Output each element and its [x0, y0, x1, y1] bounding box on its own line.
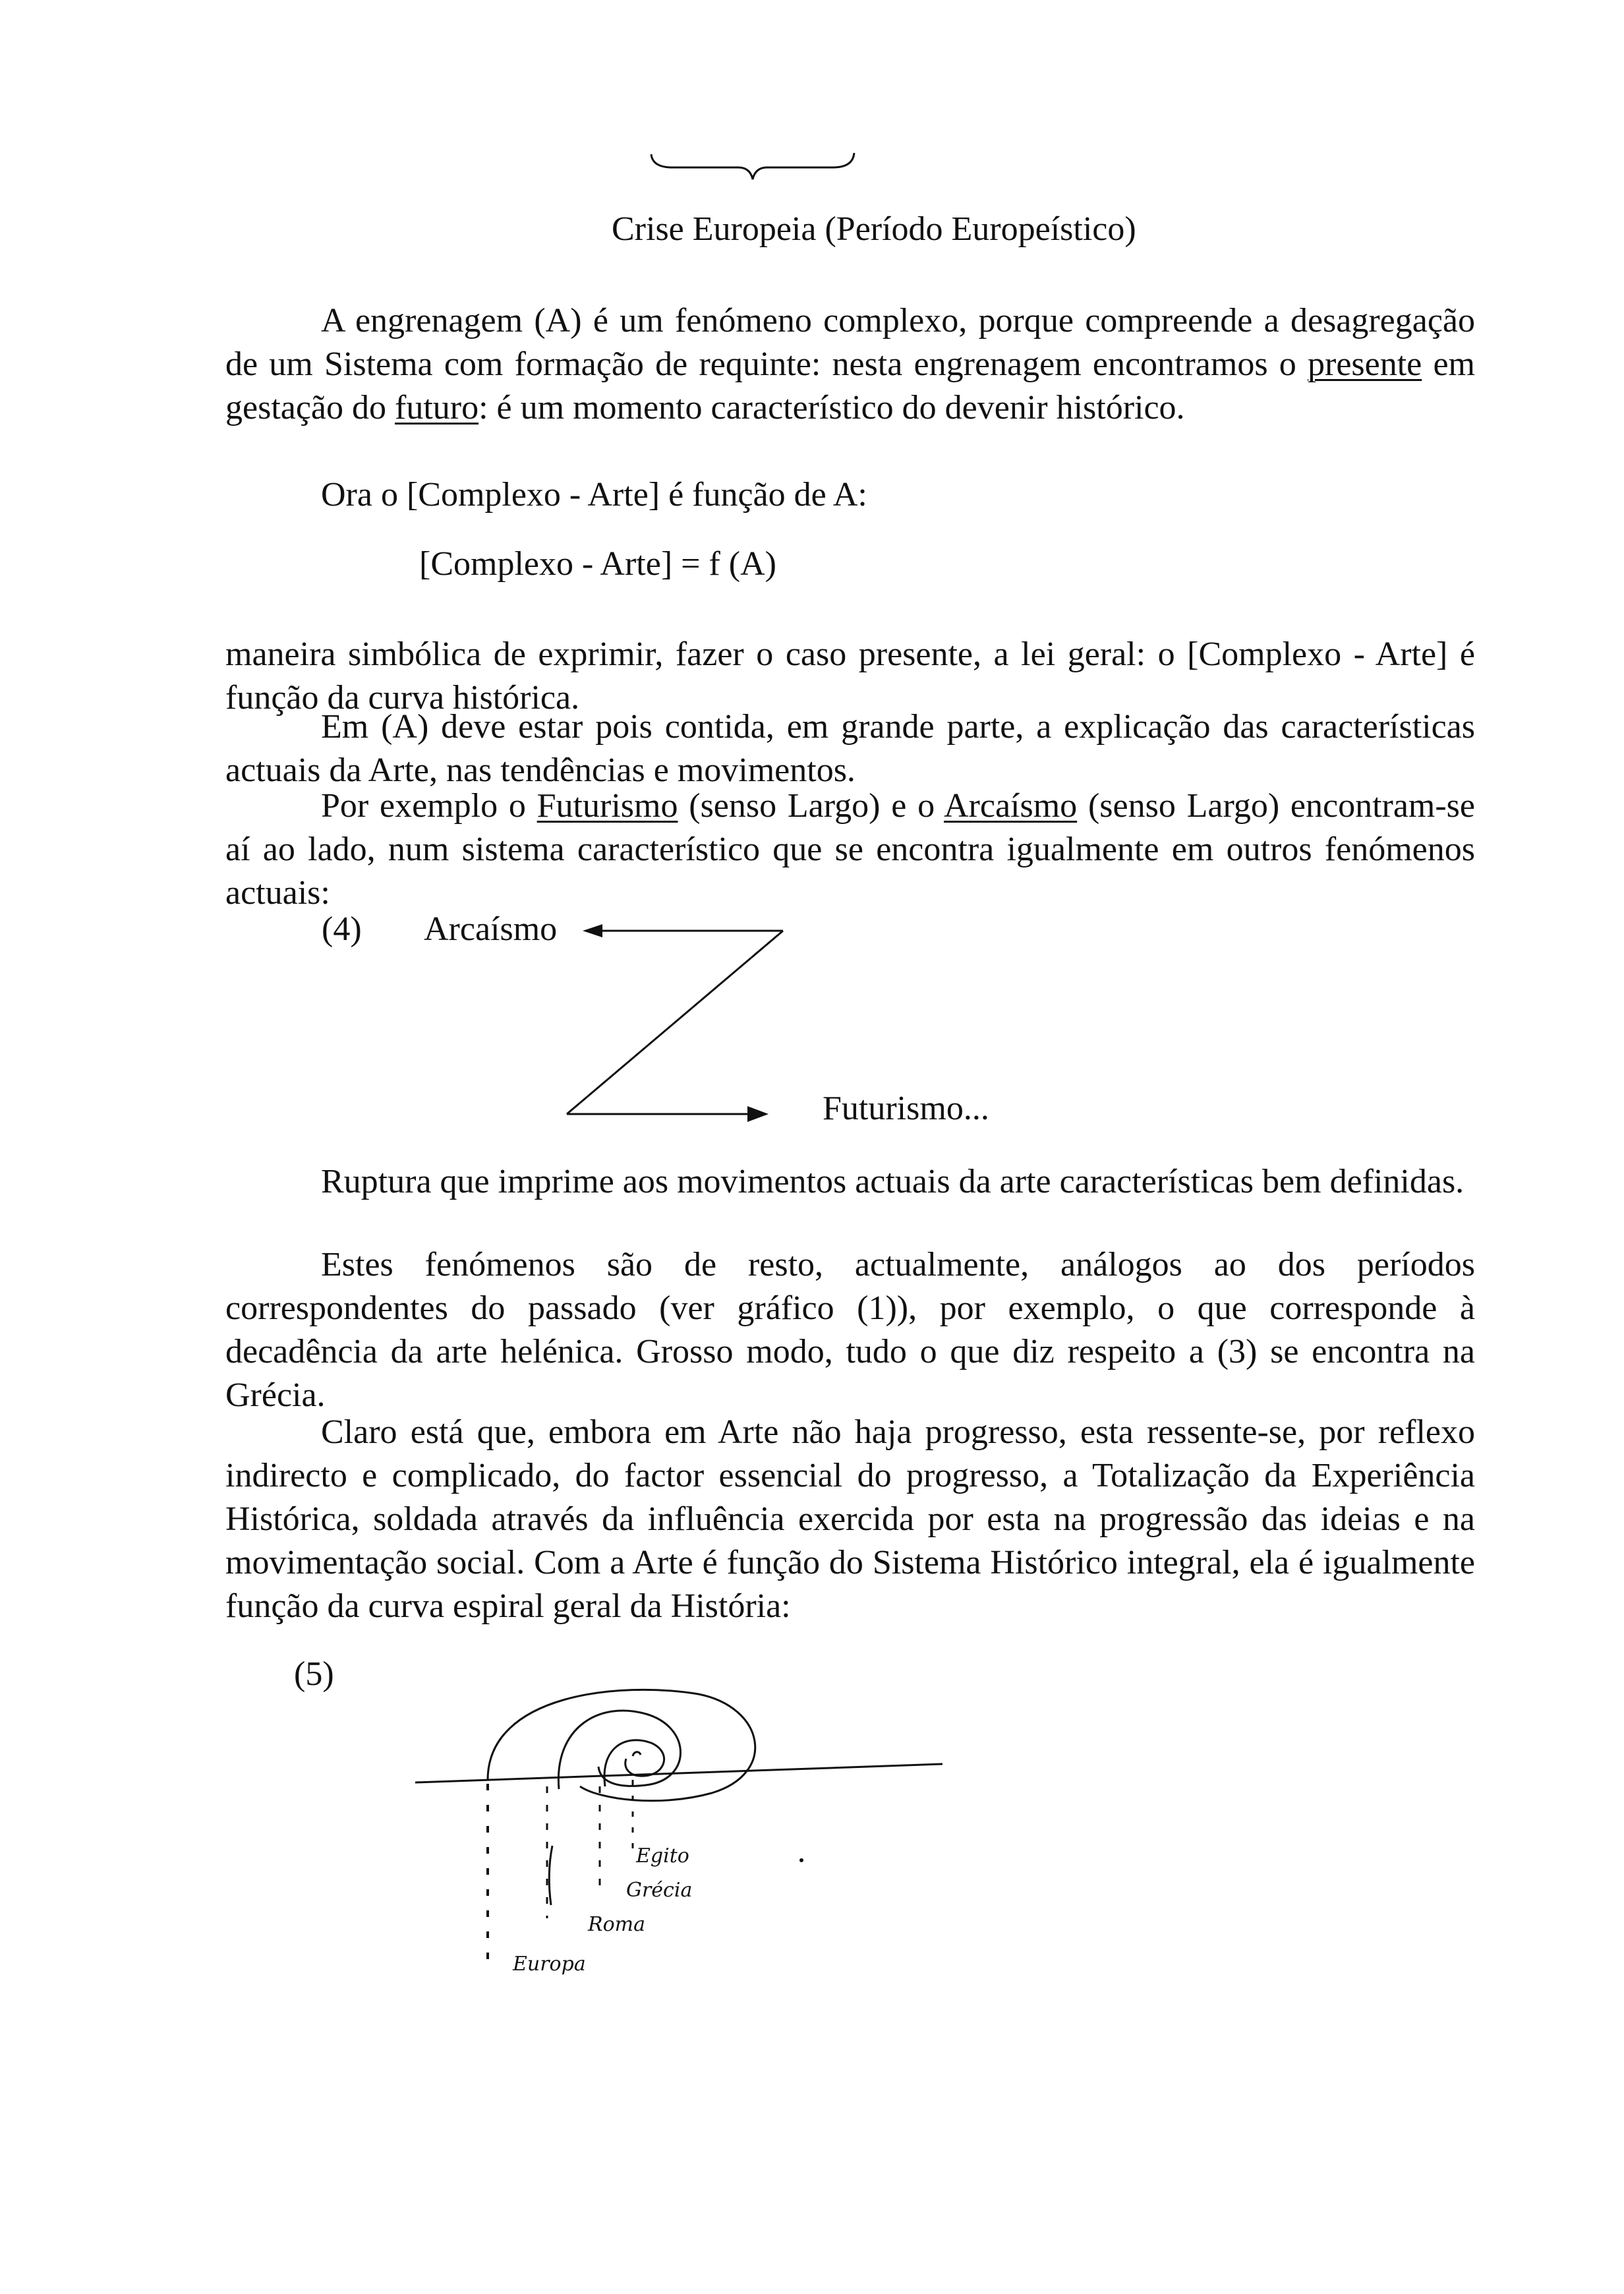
diagram-4-label-futurismo: Futurismo...	[823, 1090, 989, 1127]
underlined-word-presente: presente	[1308, 345, 1422, 383]
underlined-word-arcaismo: Arcaísmo	[944, 787, 1078, 825]
paragraph-5-text-c: (senso Largo) encontram-se aí ao lado, num sistema característico que se encontra igualmente em outros fenómenos actuais:	[225, 787, 1476, 912]
paragraph-3: maneira simbólica de exprimir, fazer o caso presente, a lei geral: o [Complexo - Arte] é função da curva histórica.	[225, 635, 1475, 717]
right-arrowhead-icon	[747, 1106, 768, 1122]
spiral-label-roma: Roma	[588, 1913, 645, 1936]
diagram-4-label-arcaismo: Arcaísmo	[424, 910, 558, 948]
curly-brace-icon	[646, 150, 857, 190]
left-arrowhead-icon	[583, 924, 602, 937]
spiral-label-egito: Egito	[636, 1844, 689, 1868]
paragraph-1-text-a: A engrenagem (A) é um fenómeno complexo, porque compreende a desagregação de um Sistema com formação de requinte: nesta engrenagem encontramos o	[225, 302, 1475, 383]
paragraph-6: Ruptura que imprime aos movimentos actuais da arte características bem definidas.	[321, 1163, 1464, 1200]
paragraph-8: Claro está que, embora em Arte não haja progresso, esta ressente-se, por reflexo indirecto e complicado, do factor essencial do progresso, a Totalização da Experiência Histórica, soldada através da influência exercida por esta na progressão das ideias e na movimentação social. Com a Arte é função do Sistema Histórico integral, ela é igualmente função da curva espiral geral da História:	[225, 1413, 1475, 1625]
page-title: Crise Europeia (Período Europeístico)	[612, 210, 1136, 248]
spiral-label-grecia: Grécia	[626, 1879, 693, 1902]
diagram-arcaismo-futurismo	[322, 910, 1047, 1134]
diagram-4-number: (4)	[322, 910, 362, 948]
spiral-sketch	[290, 1655, 949, 1997]
paragraph-5-text-a: Por exemplo o	[321, 787, 537, 825]
underlined-word-futuro: futuro	[395, 389, 479, 426]
paragraph-1-text-c: : é um momento característico do devenir histórico.	[478, 389, 1185, 426]
spiral-label-europa: Europa	[513, 1953, 586, 1976]
paragraph-1-text-b: em gestação do	[225, 345, 1475, 426]
paragraph-5-text-b: (senso Largo) e o	[678, 787, 944, 825]
paragraph-4: Em (A) deve estar pois contida, em grande parte, a explicação das características actuais da Arte, nas tendências e movimentos.	[225, 708, 1475, 789]
underlined-word-futurismo: Futurismo	[536, 787, 678, 825]
diagram-spiral-history	[290, 1655, 949, 1997]
paragraph-5	[225, 784, 1475, 915]
paragraph-7: Estes fenómenos são de resto, actualmente, análogos ao dos períodos correspondentes do passado (ver gráfico (1)), por exemplo, o que corresponde à decadência da arte helénica. Grosso modo, tudo o que diz respeito a (3) se encontra na Grécia.	[225, 1246, 1475, 1414]
diagram-5-number: (5)	[294, 1655, 334, 1693]
paragraph-2: Ora o [Complexo - Arte] é função de A:	[321, 476, 867, 514]
paragraph-1	[225, 299, 1475, 430]
formula: [Complexo - Arte] = f (A)	[419, 545, 776, 583]
